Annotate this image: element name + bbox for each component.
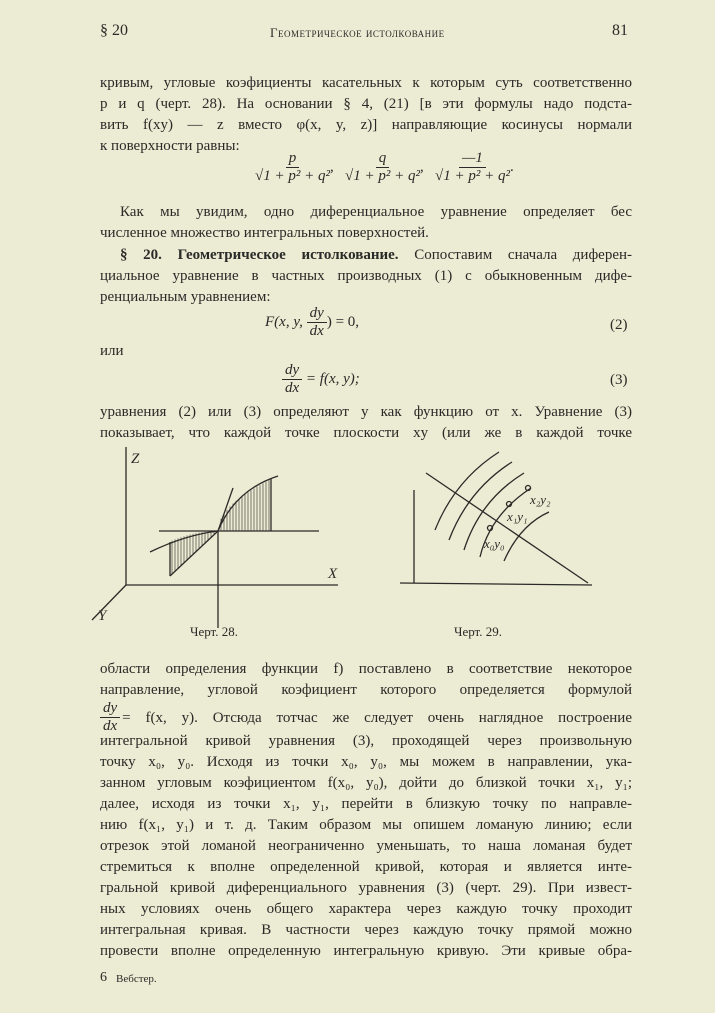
figure-28-caption: Черт. 28. bbox=[190, 624, 239, 639]
text-line: циальное уравнение в частных производных (1) с обыкновенным дифе- bbox=[100, 268, 632, 284]
text-line: p и q (черт. 28). На основании § 4, (21) [в эти формулы надо подста- bbox=[100, 96, 632, 112]
text-line: интегральная кривая. В частности через каждую точку прямой можно bbox=[100, 922, 632, 938]
text-line: $\frac{dy}{dx}$ = f(x, y). Отсюда тотчас же следует очень наглядное построение bbox=[100, 700, 632, 735]
figure-29-caption: Черт. 29. bbox=[454, 624, 503, 639]
integral-curve bbox=[449, 462, 512, 540]
label-x0y0: x₀y₀ bbox=[484, 536, 505, 551]
x-label: X bbox=[328, 566, 338, 582]
text-line: численное множество интегральных поверхностей. bbox=[100, 225, 429, 241]
text-line: показывает, что каждой точке плоскости xy (или же в каждой точке bbox=[100, 425, 632, 441]
signature-author: Вебстер. bbox=[116, 973, 157, 985]
figure-29 bbox=[400, 452, 592, 585]
section-number: § 20 bbox=[100, 22, 128, 39]
base-line bbox=[400, 583, 592, 585]
text-or: или bbox=[100, 343, 124, 359]
page-number: 81 bbox=[612, 22, 628, 39]
label-x1y1: x₁y₁ bbox=[507, 509, 528, 524]
fraction: $\frac{—1}{\text{√1 + p² + q²}}$ bbox=[434, 150, 510, 184]
line bbox=[426, 473, 588, 583]
text-line: ренциальным уравнением: bbox=[100, 289, 271, 305]
text-line: отрезок этой ломаной неограниченно уменьшать, то наша ломаная будет bbox=[100, 838, 632, 854]
equation-number-3: (3) bbox=[610, 372, 628, 388]
text-line: интегральной кривой уравнения (3), проходящей через произвольную bbox=[100, 733, 632, 749]
text-line: провести вполне определенную интегральную кривую. Эти кривые обра- bbox=[100, 943, 632, 959]
text-line: точку x₀, y₀. Исходя из точки x₀, y₀, мы можем в направлении, ука- bbox=[100, 754, 632, 770]
direction-cosines-formula: $\frac{p}{\text{√1 + p² + q²}}$ , $\frac{q}{\text{√1 + p² + q²}}$ , $\frac{—1}{\text{√1 + p² + q²}}$ . bbox=[255, 150, 514, 184]
signature-number: 6 bbox=[100, 970, 107, 985]
text-line: ных условиях очень общего характера через каждую точку проходит bbox=[100, 901, 632, 917]
fraction: $\frac{q}{\text{√1 + p² + q²}}$ bbox=[344, 150, 420, 184]
z-label: Z bbox=[131, 451, 140, 467]
text-line: вить f(xy) — z вместо φ(x, y, z)] направляющие косинусы нормали bbox=[100, 117, 632, 133]
text-line: области определения функции f) поставлено в соответствие некоторое bbox=[100, 661, 632, 677]
text-line: нию f(x₁, y₁) и т. д. Таким образом мы опишем ломаную линию; если bbox=[100, 817, 632, 833]
fraction: $\frac{p}{\text{√1 + p² + q²}}$ bbox=[255, 150, 330, 184]
integral-curve bbox=[435, 452, 499, 530]
equation-3: $\frac{dy}{dx}$ = f(x, y); bbox=[282, 362, 582, 397]
label-x2y2: x₂y₂ bbox=[530, 492, 551, 507]
text-line: Как мы увидим, одно диференциальное уравнение определяет бес bbox=[120, 204, 632, 220]
equation-number-2: (2) bbox=[610, 317, 628, 333]
running-title: Геометрическое истолкование bbox=[270, 25, 445, 40]
text-line: гральной кривой диференциального уравнения (3) (черт. 29). При извест- bbox=[100, 880, 632, 896]
text-line: стремиться к вполне определенной кривой, которая и является инте- bbox=[100, 859, 632, 875]
text-line: далее, исходя из точки x₁, y₁, перейти в близкую точку по направле- bbox=[100, 796, 632, 812]
text-line: кривым, угловые коэфициенты касательных к которым суть соответственно bbox=[100, 75, 632, 91]
y-label: Y bbox=[98, 608, 107, 624]
text-line: занном угловым коэфициентом f(x₀, y₀), дойти до близкой точки x₁, y₁; bbox=[100, 775, 632, 791]
text-line: уравнения (2) или (3) определяют y как функцию от x. Уравнение (3) bbox=[100, 404, 632, 420]
text-line: к поверхности равны: bbox=[100, 138, 240, 154]
equation-2: F(x, y, $\frac{dy}{dx}$ ) = 0, bbox=[265, 305, 360, 339]
text-line: направление, угловой коэфициент которого определяется формулой bbox=[100, 682, 632, 698]
figure-28 bbox=[92, 447, 338, 628]
section-heading: § 20. Геометрическое истолкование. bbox=[120, 247, 399, 263]
section-heading-line: § 20. Геометрическое истолкование. Сопоставим сначала диферен- bbox=[120, 247, 632, 263]
